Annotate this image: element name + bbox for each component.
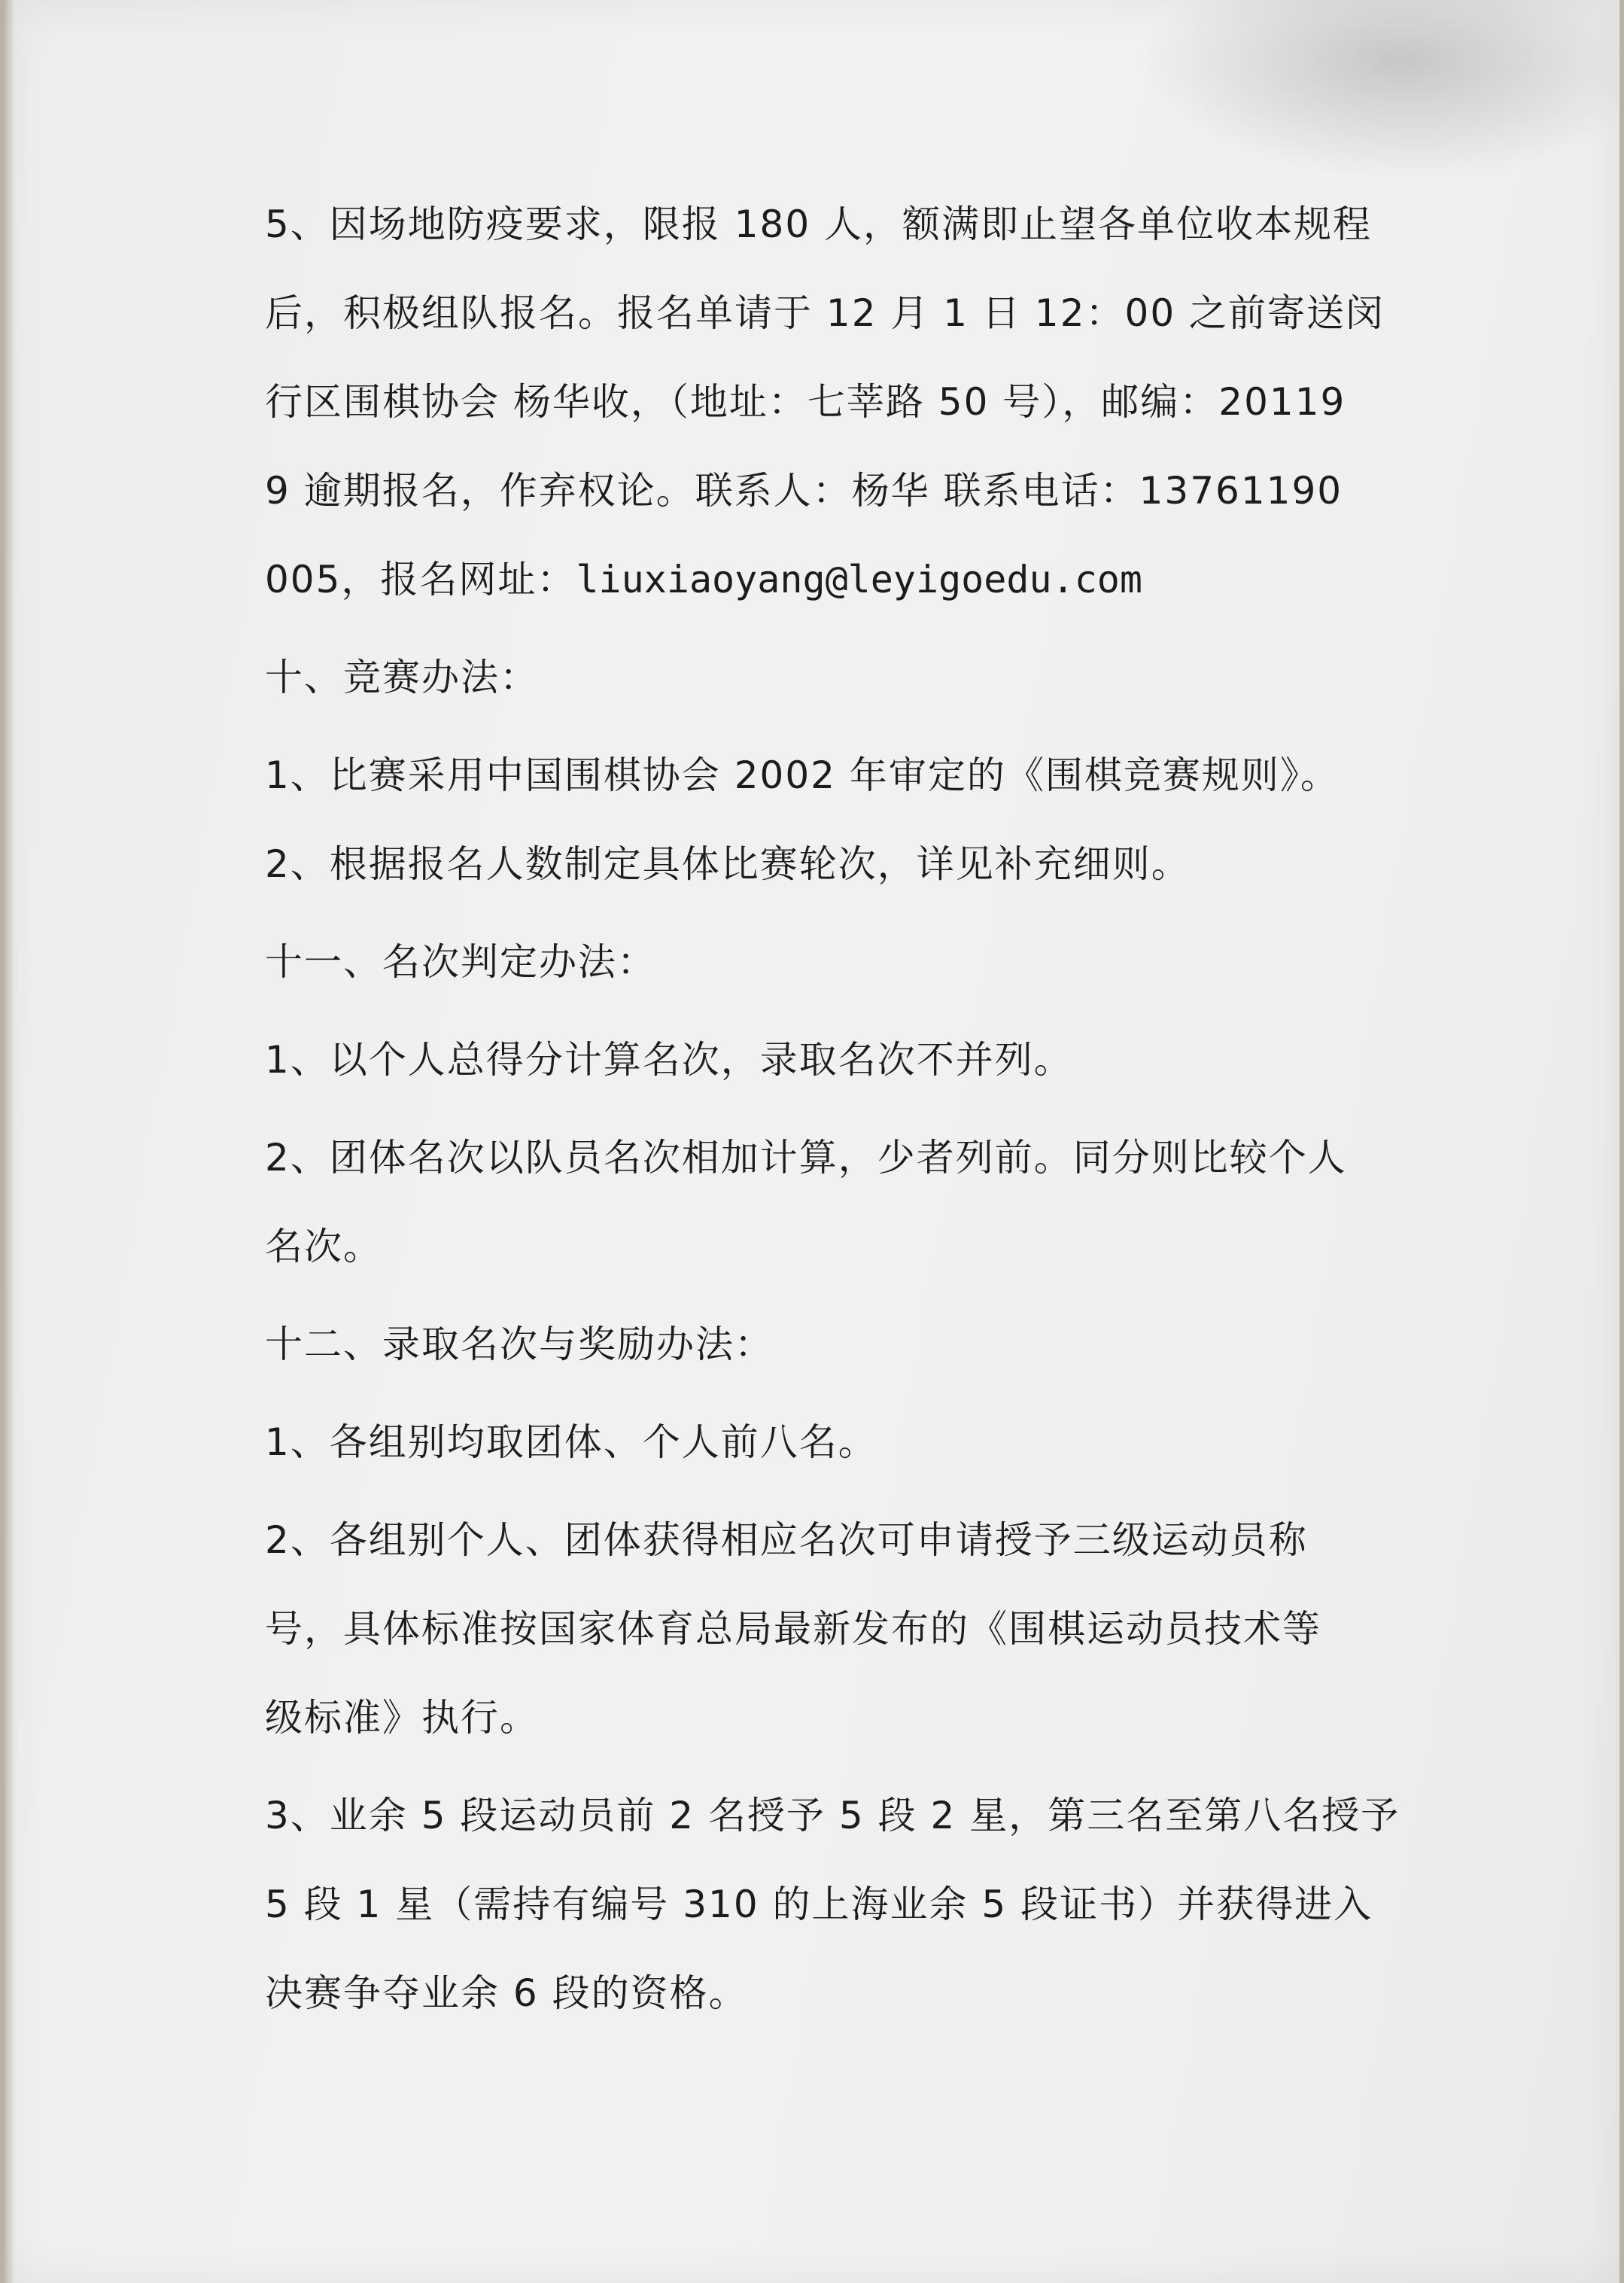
rule-item-continued: 5 段 1 星（需持有编号 310 的上海业余 5 段证书）并获得进入 [265,1883,1373,1926]
text-line-with-email [265,557,1142,602]
rule-item-continued: 名次。 [265,1225,382,1268]
rule-item: 1、比赛采用中国围棋协会 2002 年审定的《围棋竞赛规则》。 [265,753,1340,797]
text-line: 5、因场地防疫要求，限报 180 人，额满即止望各单位收本规程 [265,202,1373,246]
corner-shadow [1138,0,1619,181]
registration-email: liuxiaoyang@leyigoedu.com [576,558,1143,601]
section-heading: 十二、录取名次与奖励办法： [265,1323,774,1366]
section-heading: 十一、名次判定办法： [265,940,656,984]
rule-item-continued: 决赛争夺业余 6 段的资格。 [265,1971,748,2015]
rule-item: 3、业余 5 段运动员前 2 名授予 5 段 2 星，第三名至第八名授予 [265,1794,1400,1837]
section-heading: 十、竞赛办法： [265,656,539,699]
text-segment: 005，报名网址： [265,558,576,601]
paper-sheet [5,0,1619,2283]
rule-item: 2、各组别个人、团体获得相应名次可申请授予三级运动员称 [265,1518,1308,1562]
rule-item: 2、根据报名人数制定具体比赛轮次，详见补充细则。 [265,842,1191,886]
rule-item-continued: 号，具体标准按国家体育总局最新发布的《围棋运动员技术等 [265,1607,1321,1651]
text-line: 行区围棋协会 杨华收，（地址：七莘路 50 号），邮编：20119 [265,380,1346,424]
rule-item: 2、团体名次以队员名次相加计算，少者列前。同分则比较个人 [265,1136,1347,1180]
rule-item-continued: 级标准》执行。 [265,1696,539,1740]
rule-item: 1、以个人总得分计算名次，录取名次不并列。 [265,1038,1073,1082]
paper-edge [5,0,15,2283]
text-line: 9 逾期报名，作弃权论。联系人：杨华 联系电话：13761190 [265,469,1343,513]
rule-item: 1、各组别均取团体、个人前八名。 [265,1420,877,1464]
text-line: 后，积极组队报名。报名单请于 12 月 1 日 12：00 之前寄送闵 [265,291,1385,335]
